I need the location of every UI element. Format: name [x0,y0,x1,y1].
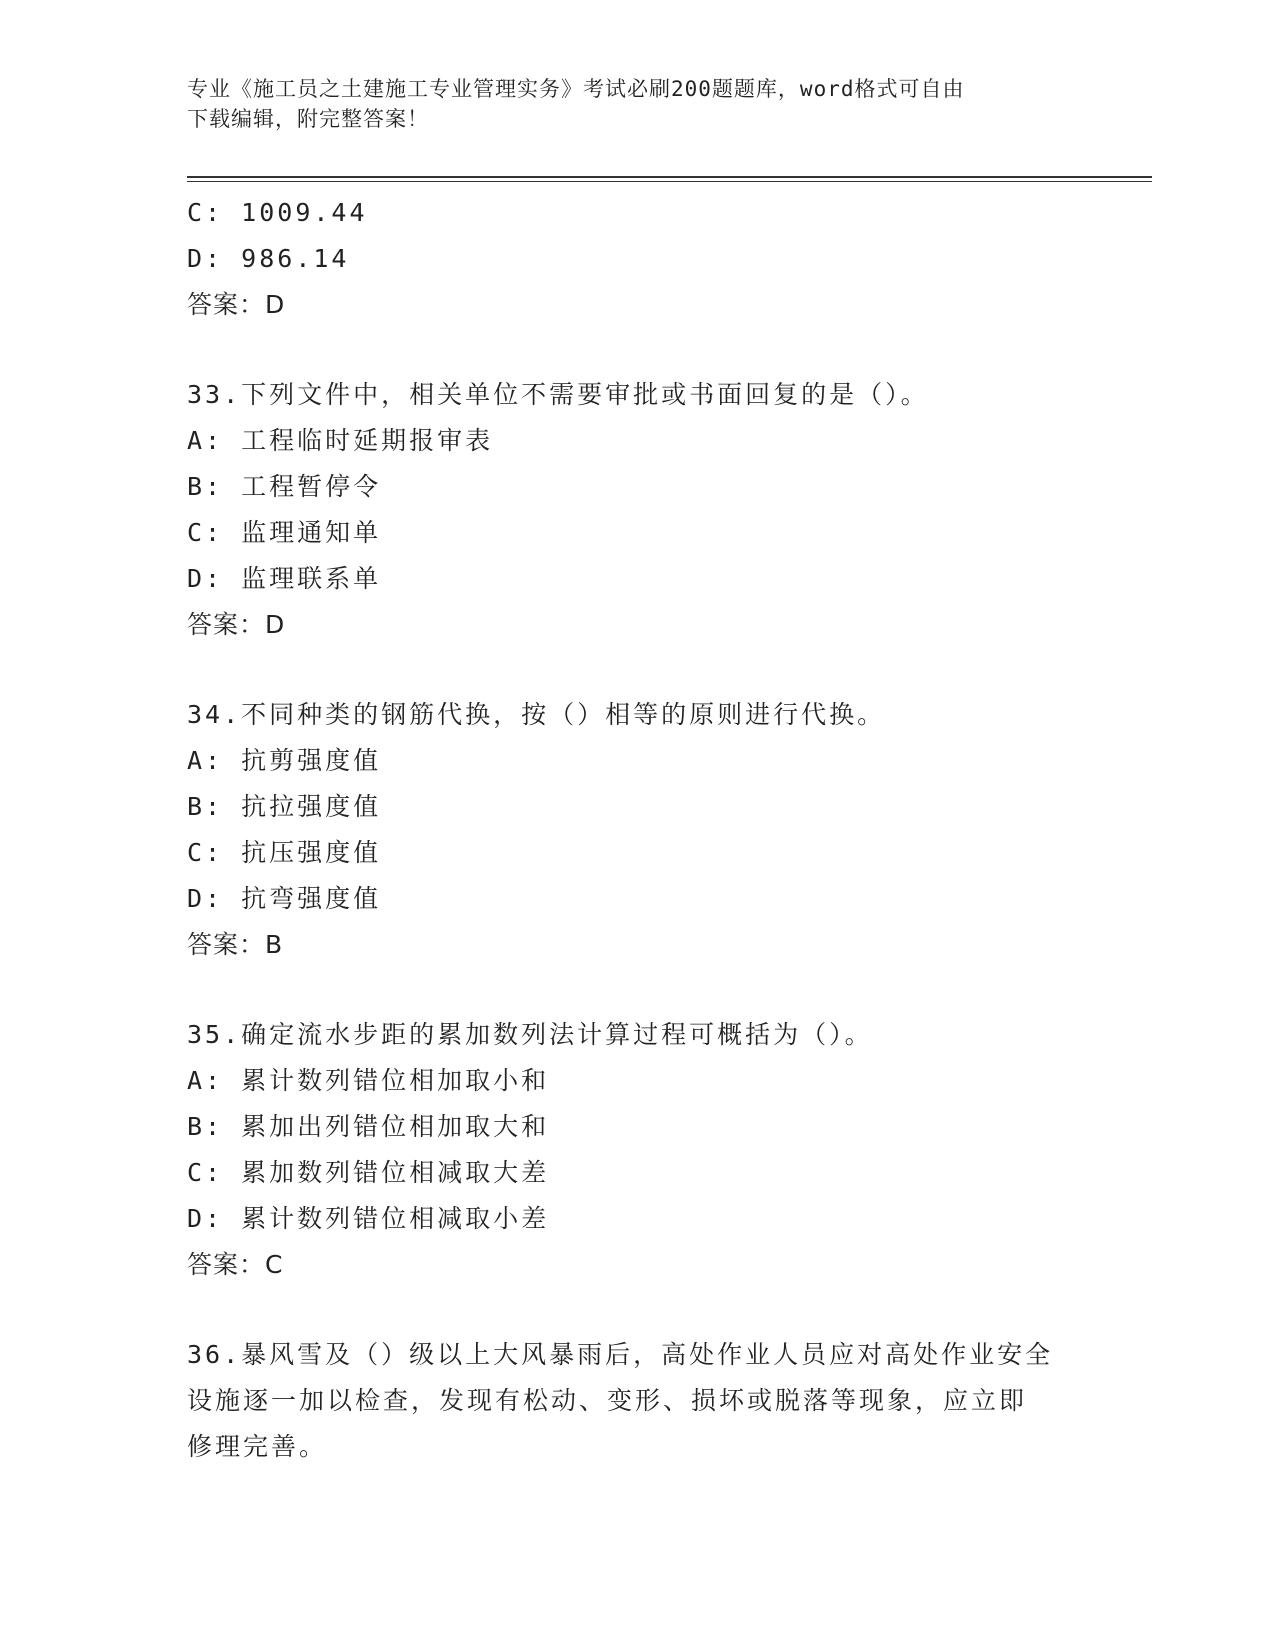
option-c: C: 监理通知单 [187,518,382,547]
question-text-line-1: 36.暴风雪及（）级以上大风暴雨后，高处作业人员应对高处作业安全 [187,1340,1054,1369]
header-divider-thin [187,181,1152,182]
question-text-line-2: 设施逐一加以检查，发现有松动、变形、损坏或脱落等现象，应立即 [187,1386,1028,1415]
option-c: C: 抗压强度值 [187,838,382,867]
option-d: D: 累计数列错位相减取小差 [187,1204,550,1233]
question-33 [187,372,1087,648]
header-divider-thick [187,176,1152,178]
option-b: B: 工程暂停令 [187,472,382,501]
option-b: B: 抗拉强度值 [187,792,382,821]
option-c: C: 1009.44 [187,198,368,227]
option-c: C: 累加数列错位相减取大差 [187,1158,550,1187]
option-d: D: 监理联系单 [187,564,382,593]
question-text: 34.不同种类的钢筋代换，按（）相等的原则进行代换。 [187,700,886,729]
question-34 [187,692,1087,968]
question-text: 35.确定流水步距的累加数列法计算过程可概括为（）。 [187,1020,873,1049]
option-d: D: 986.14 [187,244,350,273]
question-text: 33.下列文件中，相关单位不需要审批或书面回复的是（）。 [187,380,929,409]
header-line-1: 专业《施工员之土建施工专业管理实务》考试必刷200题题库，word格式可自由 [187,77,965,101]
option-d: D: 抗弯强度值 [187,884,382,913]
option-a: A: 抗剪强度值 [187,746,382,775]
answer-line: 答案：D [187,610,286,639]
answer-line: 答案：C [187,1250,284,1279]
document-body [187,190,1087,1470]
option-a: A: 工程临时延期报审表 [187,426,494,455]
option-b: B: 累加出列错位相加取大和 [187,1112,550,1141]
question-32-continued [187,190,1087,328]
question-text-line-3: 修理完善。 [187,1432,328,1461]
header-line-2: 下载编辑，附完整答案！ [187,107,429,131]
answer-line: 答案：B [187,930,284,959]
question-35 [187,1012,1087,1288]
question-36 [187,1332,1087,1470]
option-a: A: 累计数列错位相加取小和 [187,1066,550,1095]
document-header [187,74,1087,134]
answer-line: 答案：D [187,290,286,319]
